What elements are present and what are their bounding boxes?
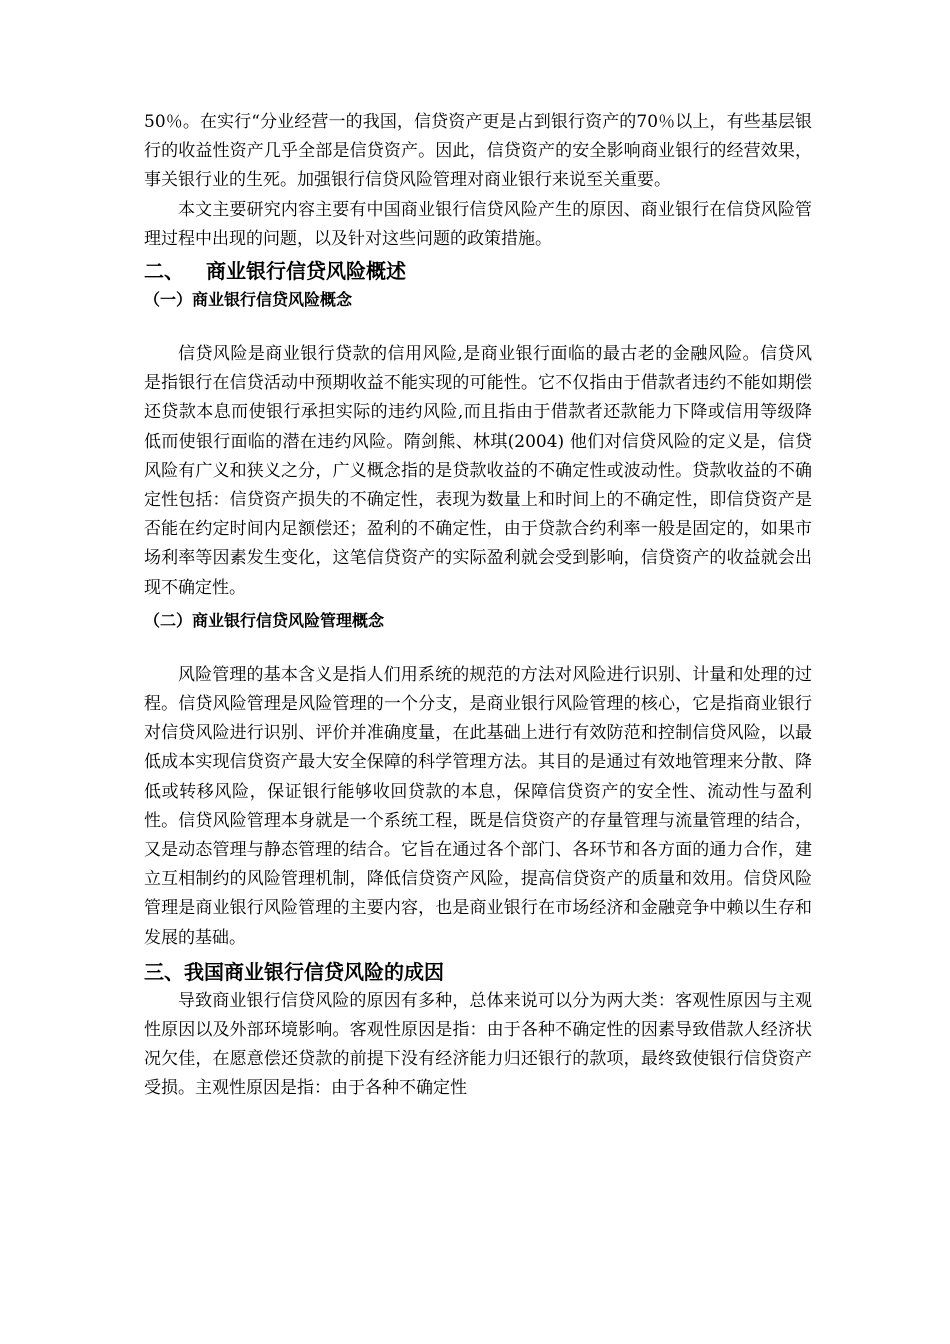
- paragraph-research-content: 本文主要研究内容主要有中国商业银行信贷风险产生的原因、商业银行在信贷风险管理过程中出现的问题，以及针对这些问题的政策措施。: [144, 199, 812, 249]
- paragraph-intro-continued: 50％。在实行“分业经营一的我国，信贷资产更是占到银行资产的70％以上，有些基层银行的收益性资产几乎全部是信贷资产。因此，信贷资产的安全影响商业银行的经营效果，事关银行业的生死。加强银行信贷风险管理对商业银行来说至关重要。: [144, 112, 812, 191]
- section-heading-2: [144, 256, 812, 286]
- subsection-heading-risk-management-concept: （二）商业银行信贷风险管理概念: [144, 610, 385, 630]
- subsection-heading-credit-risk-concept: （一）商业银行信贷风险概念: [144, 290, 353, 310]
- paragraph-risk-management-definition: 风险管理的基本含义是指人们用系统的规范的方法对风险进行识别、计量和处理的过程。信贷风险管理是风险管理的一个分支，是商业银行风险管理的核心，它是指商业银行对信贷风险进行识别、评价并准确度量，在此基础上进行有效防范和控制信贷风险，以最低成本实现信贷资产最大安全保障的科学管理方法。其目的是通过有效地管理来分散、降低或转移风险，保证银行能够收回贷款的本息，保障信贷资产的安全性、流动性与盈利性。信贷风险管理本身就是一个系统工程，既是信贷资产的存量管理与流量管理的结合，又是动态管理与静态管理的结合。它旨在通过各个部门、各环节和各方面的通力合作，建立互相制约的风险管理机制，降低信贷资产风险，提高信贷资产的质量和效用。信贷风险管理是商业银行风险管理的主要内容，也是商业银行在市场经济和金融竞争中赖以生存和发展的基础。: [144, 664, 812, 948]
- paragraph-credit-risk-definition: 信贷风险是商业银行贷款的信用风险,是商业银行面临的最古老的金融风险。信贷风是指银行在信贷活动中预期收益不能实现的可能性。它不仅指由于借款者违约不能如期偿还贷款本息而使银行承担实际的违约风险,而且指由于借款者还款能力下降或信用等级降低而使银行面临的潜在违约风险。隋剑熊、林琪(2004) 他们对信贷风险的定义是，信贷风险有广义和狭义之分，广义概念指的是贷款收益的不确定性或波动性。贷款收益的不确定性包括：信贷资产损失的不确定性，表现为数量上和时间上的不确定性，即信贷资产是否能在约定时间内足额偿还；盈利的不确定性，由于贷款合约利率一般是固定的，如果市场利率等因素发生变化，这笔信贷资产的实际盈利就会受到影响，信贷资产的收益就会出现不确定性。: [144, 344, 812, 598]
- section-heading-2-number: 二、: [144, 259, 184, 284]
- document-page: [144, 108, 812, 1104]
- section-heading-3: 三、我国商业银行信贷风险的成因: [144, 959, 444, 984]
- section-heading-2-title: 商业银行信贷风险概述: [206, 259, 406, 284]
- paragraph-risk-causes: 导致商业银行信贷风险的原因有多种，总体来说可以分为两大类：客观性原因与主观性原因以及外部环境影响。客观性原因是指：由于各种不确定性的因素导致借款人经济状况欠佳，在愿意偿还贷款的前提下没有经济能力归还银行的款项，最终致使银行信贷资产受损。主观性原因是指：由于各种不确定性: [144, 990, 812, 1099]
